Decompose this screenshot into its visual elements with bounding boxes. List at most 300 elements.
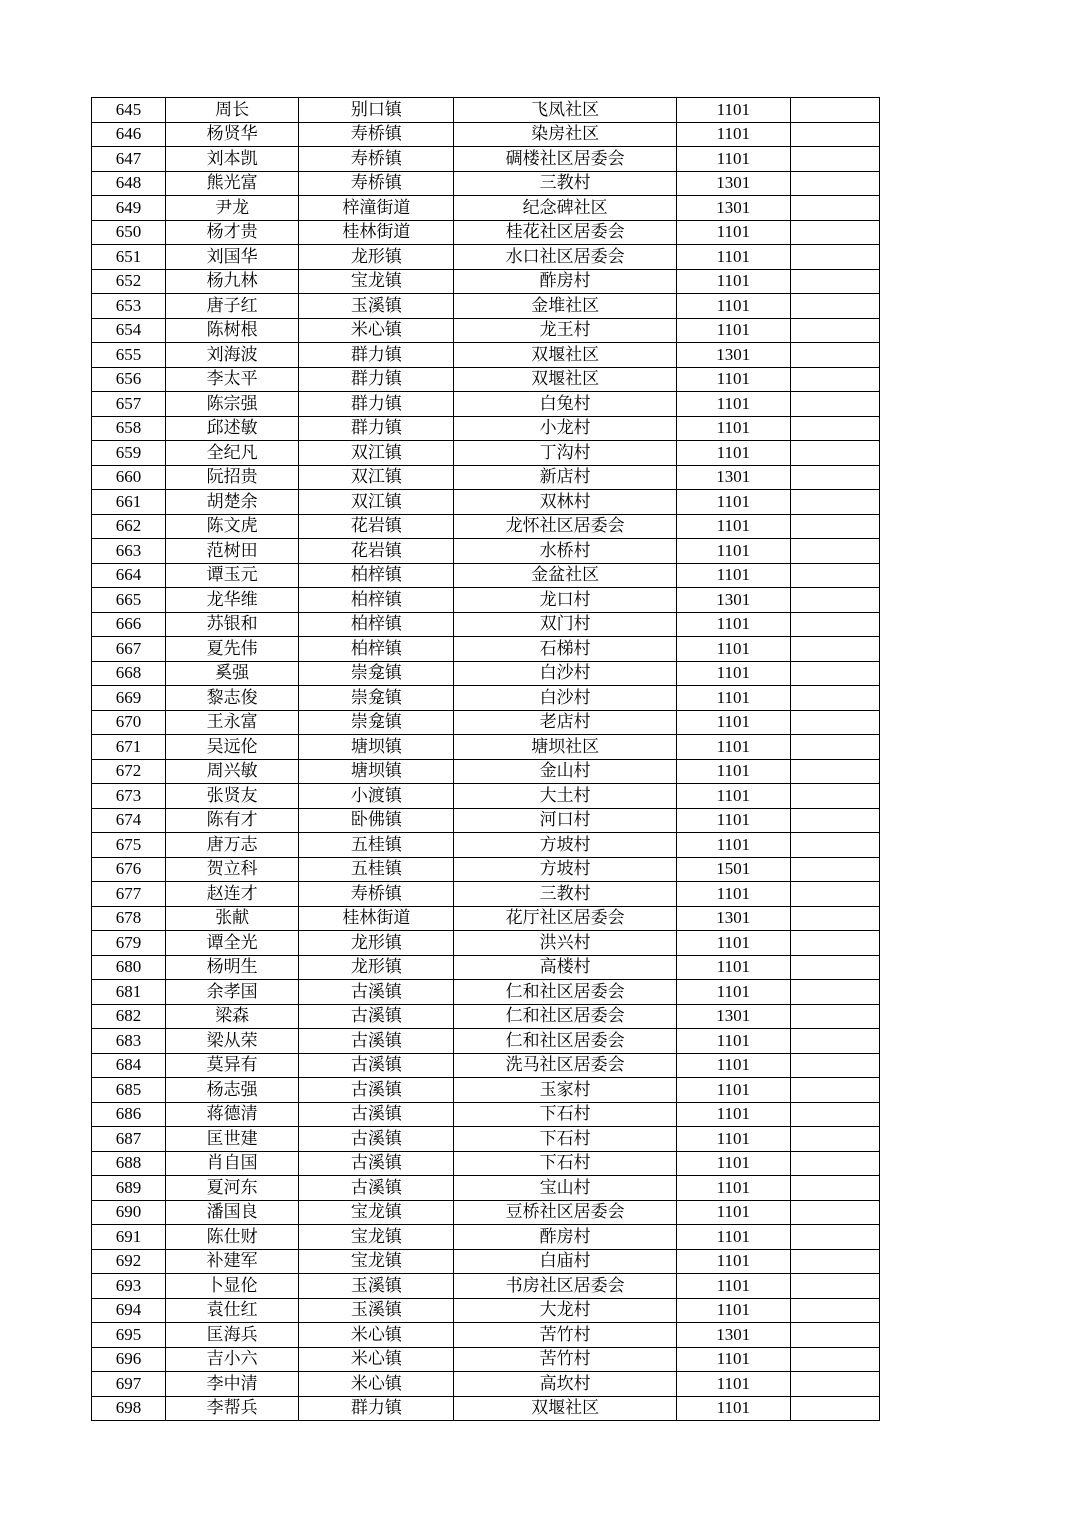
table-row (92, 686, 880, 711)
town-cell: 米心镇 (299, 1372, 454, 1397)
blank-cell (790, 588, 879, 613)
blank-cell (790, 122, 879, 147)
table-row (92, 1102, 880, 1127)
table-row (92, 441, 880, 466)
community-cell: 下石村 (454, 1102, 676, 1127)
town-cell: 别口镇 (299, 98, 454, 123)
town-cell: 玉溪镇 (299, 1298, 454, 1323)
row-number-cell: 655 (92, 343, 166, 368)
row-number-cell: 688 (92, 1151, 166, 1176)
blank-cell (790, 269, 879, 294)
town-cell: 崇龛镇 (299, 686, 454, 711)
row-number-cell: 649 (92, 196, 166, 221)
code-cell: 1301 (676, 906, 790, 931)
community-cell: 金盆社区 (454, 563, 676, 588)
community-cell: 仁和社区居委会 (454, 980, 676, 1005)
community-cell: 双门村 (454, 612, 676, 637)
community-cell: 双林村 (454, 490, 676, 515)
community-cell: 飞凤社区 (454, 98, 676, 123)
table-row (92, 1323, 880, 1348)
code-cell: 1101 (676, 1127, 790, 1152)
table-row (92, 1078, 880, 1103)
community-cell: 白兔村 (454, 392, 676, 417)
code-cell: 1101 (676, 808, 790, 833)
community-cell: 河口村 (454, 808, 676, 833)
code-cell: 1101 (676, 269, 790, 294)
row-number-cell: 687 (92, 1127, 166, 1152)
community-cell: 酢房村 (454, 1225, 676, 1250)
community-cell: 小龙村 (454, 416, 676, 441)
table-row (92, 318, 880, 343)
table-row (92, 367, 880, 392)
name-cell: 刘海波 (166, 343, 299, 368)
blank-cell (790, 1298, 879, 1323)
row-number-cell: 698 (92, 1396, 166, 1421)
code-cell: 1101 (676, 245, 790, 270)
name-cell: 蒋德清 (166, 1102, 299, 1127)
blank-cell (790, 1323, 879, 1348)
town-cell: 米心镇 (299, 1347, 454, 1372)
town-cell: 花岩镇 (299, 514, 454, 539)
blank-cell (790, 490, 879, 515)
town-cell: 柏梓镇 (299, 563, 454, 588)
town-cell: 米心镇 (299, 1323, 454, 1348)
code-cell: 1101 (676, 661, 790, 686)
row-number-cell: 694 (92, 1298, 166, 1323)
table-row (92, 833, 880, 858)
code-cell: 1101 (676, 1249, 790, 1274)
community-cell: 方坡村 (454, 857, 676, 882)
table-row (92, 588, 880, 613)
town-cell: 宝龙镇 (299, 269, 454, 294)
table-row (92, 661, 880, 686)
blank-cell (790, 392, 879, 417)
name-cell: 夏先伟 (166, 637, 299, 662)
row-number-cell: 669 (92, 686, 166, 711)
community-cell: 洪兴村 (454, 931, 676, 956)
blank-cell (790, 612, 879, 637)
row-number-cell: 674 (92, 808, 166, 833)
row-number-cell: 684 (92, 1053, 166, 1078)
records-table (91, 97, 880, 1421)
name-cell: 赵连才 (166, 882, 299, 907)
table-row (92, 808, 880, 833)
community-cell: 龙口村 (454, 588, 676, 613)
blank-cell (790, 784, 879, 809)
code-cell: 1101 (676, 1347, 790, 1372)
blank-cell (790, 294, 879, 319)
blank-cell (790, 808, 879, 833)
town-cell: 桂林街道 (299, 220, 454, 245)
town-cell: 小渡镇 (299, 784, 454, 809)
table-row (92, 147, 880, 172)
name-cell: 王永富 (166, 710, 299, 735)
code-cell: 1301 (676, 1004, 790, 1029)
town-cell: 五桂镇 (299, 857, 454, 882)
town-cell: 双江镇 (299, 465, 454, 490)
table-row (92, 1200, 880, 1225)
row-number-cell: 651 (92, 245, 166, 270)
name-cell: 杨志强 (166, 1078, 299, 1103)
community-cell: 金堆社区 (454, 294, 676, 319)
name-cell: 李中清 (166, 1372, 299, 1397)
blank-cell (790, 637, 879, 662)
blank-cell (790, 1127, 879, 1152)
blank-cell (790, 171, 879, 196)
row-number-cell: 662 (92, 514, 166, 539)
community-cell: 宝山村 (454, 1176, 676, 1201)
row-number-cell: 650 (92, 220, 166, 245)
blank-cell (790, 1347, 879, 1372)
name-cell: 李帮兵 (166, 1396, 299, 1421)
name-cell: 杨才贵 (166, 220, 299, 245)
table-row (92, 196, 880, 221)
town-cell: 米心镇 (299, 318, 454, 343)
name-cell: 张献 (166, 906, 299, 931)
table-row (92, 294, 880, 319)
table-row (92, 98, 880, 123)
table-row (92, 1274, 880, 1299)
blank-cell (790, 1053, 879, 1078)
code-cell: 1301 (676, 465, 790, 490)
name-cell: 刘国华 (166, 245, 299, 270)
blank-cell (790, 416, 879, 441)
code-cell: 1101 (676, 1053, 790, 1078)
blank-cell (790, 1249, 879, 1274)
blank-cell (790, 1225, 879, 1250)
code-cell: 1301 (676, 171, 790, 196)
table-row (92, 465, 880, 490)
table-row (92, 784, 880, 809)
row-number-cell: 672 (92, 759, 166, 784)
code-cell: 1101 (676, 833, 790, 858)
community-cell: 苦竹村 (454, 1323, 676, 1348)
name-cell: 杨明生 (166, 955, 299, 980)
code-cell: 1101 (676, 1029, 790, 1054)
town-cell: 龙形镇 (299, 931, 454, 956)
community-cell: 高楼村 (454, 955, 676, 980)
blank-cell (790, 759, 879, 784)
community-cell: 丁沟村 (454, 441, 676, 466)
code-cell: 1101 (676, 98, 790, 123)
code-cell: 1101 (676, 220, 790, 245)
code-cell: 1101 (676, 1372, 790, 1397)
blank-cell (790, 220, 879, 245)
blank-cell (790, 1176, 879, 1201)
row-number-cell: 697 (92, 1372, 166, 1397)
table-row (92, 612, 880, 637)
town-cell: 古溪镇 (299, 980, 454, 1005)
name-cell: 周长 (166, 98, 299, 123)
community-cell: 白沙村 (454, 686, 676, 711)
name-cell: 贺立科 (166, 857, 299, 882)
town-cell: 古溪镇 (299, 1102, 454, 1127)
table-row (92, 710, 880, 735)
name-cell: 杨贤华 (166, 122, 299, 147)
row-number-cell: 692 (92, 1249, 166, 1274)
town-cell: 梓潼街道 (299, 196, 454, 221)
community-cell: 三教村 (454, 882, 676, 907)
code-cell: 1101 (676, 955, 790, 980)
community-cell: 苦竹村 (454, 1347, 676, 1372)
community-cell: 大龙村 (454, 1298, 676, 1323)
blank-cell (790, 661, 879, 686)
blank-cell (790, 931, 879, 956)
row-number-cell: 665 (92, 588, 166, 613)
town-cell: 双江镇 (299, 441, 454, 466)
name-cell: 卜显伦 (166, 1274, 299, 1299)
town-cell: 寿桥镇 (299, 171, 454, 196)
name-cell: 张贤友 (166, 784, 299, 809)
blank-cell (790, 441, 879, 466)
table-row (92, 1176, 880, 1201)
name-cell: 陈宗强 (166, 392, 299, 417)
row-number-cell: 654 (92, 318, 166, 343)
name-cell: 梁从荣 (166, 1029, 299, 1054)
town-cell: 龙形镇 (299, 245, 454, 270)
table-row (92, 980, 880, 1005)
town-cell: 群力镇 (299, 343, 454, 368)
row-number-cell: 646 (92, 122, 166, 147)
name-cell: 阮招贵 (166, 465, 299, 490)
community-cell: 白庙村 (454, 1249, 676, 1274)
table-row (92, 931, 880, 956)
row-number-cell: 670 (92, 710, 166, 735)
table-row (92, 955, 880, 980)
blank-cell (790, 465, 879, 490)
row-number-cell: 647 (92, 147, 166, 172)
code-cell: 1101 (676, 392, 790, 417)
row-number-cell: 689 (92, 1176, 166, 1201)
row-number-cell: 656 (92, 367, 166, 392)
town-cell: 群力镇 (299, 416, 454, 441)
table-row (92, 343, 880, 368)
blank-cell (790, 857, 879, 882)
table-row (92, 220, 880, 245)
name-cell: 吴远伦 (166, 735, 299, 760)
community-cell: 洗马社区居委会 (454, 1053, 676, 1078)
row-number-cell: 664 (92, 563, 166, 588)
table-row (92, 1396, 880, 1421)
town-cell: 玉溪镇 (299, 1274, 454, 1299)
table-row (92, 514, 880, 539)
code-cell: 1101 (676, 1151, 790, 1176)
town-cell: 崇龛镇 (299, 710, 454, 735)
table-row (92, 416, 880, 441)
blank-cell (790, 367, 879, 392)
town-cell: 塘坝镇 (299, 759, 454, 784)
name-cell: 尹龙 (166, 196, 299, 221)
name-cell: 谭全光 (166, 931, 299, 956)
name-cell: 肖自国 (166, 1151, 299, 1176)
name-cell: 吉小六 (166, 1347, 299, 1372)
table-row (92, 490, 880, 515)
town-cell: 古溪镇 (299, 1004, 454, 1029)
name-cell: 范树田 (166, 539, 299, 564)
code-cell: 1301 (676, 343, 790, 368)
code-cell: 1301 (676, 588, 790, 613)
row-number-cell: 690 (92, 1200, 166, 1225)
name-cell: 苏银和 (166, 612, 299, 637)
town-cell: 卧佛镇 (299, 808, 454, 833)
community-cell: 水桥村 (454, 539, 676, 564)
table-row (92, 1372, 880, 1397)
row-number-cell: 676 (92, 857, 166, 882)
blank-cell (790, 906, 879, 931)
blank-cell (790, 147, 879, 172)
community-cell: 龙怀社区居委会 (454, 514, 676, 539)
row-number-cell: 658 (92, 416, 166, 441)
code-cell: 1101 (676, 294, 790, 319)
community-cell: 金山村 (454, 759, 676, 784)
blank-cell (790, 686, 879, 711)
name-cell: 唐子红 (166, 294, 299, 319)
code-cell: 1101 (676, 612, 790, 637)
blank-cell (790, 318, 879, 343)
community-cell: 塘坝社区 (454, 735, 676, 760)
community-cell: 碉楼社区居委会 (454, 147, 676, 172)
name-cell: 刘本凯 (166, 147, 299, 172)
blank-cell (790, 1274, 879, 1299)
blank-cell (790, 196, 879, 221)
table-row (92, 1053, 880, 1078)
code-cell: 1101 (676, 147, 790, 172)
name-cell: 莫异有 (166, 1053, 299, 1078)
town-cell: 古溪镇 (299, 1151, 454, 1176)
name-cell: 周兴敏 (166, 759, 299, 784)
table-row (92, 1029, 880, 1054)
table-row (92, 269, 880, 294)
name-cell: 唐万志 (166, 833, 299, 858)
code-cell: 1101 (676, 490, 790, 515)
code-cell: 1101 (676, 1396, 790, 1421)
name-cell: 杨九林 (166, 269, 299, 294)
row-number-cell: 653 (92, 294, 166, 319)
town-cell: 寿桥镇 (299, 122, 454, 147)
table-row (92, 245, 880, 270)
name-cell: 龙华维 (166, 588, 299, 613)
blank-cell (790, 1029, 879, 1054)
code-cell: 1101 (676, 931, 790, 956)
code-cell: 1101 (676, 882, 790, 907)
code-cell: 1101 (676, 759, 790, 784)
blank-cell (790, 514, 879, 539)
code-cell: 1101 (676, 367, 790, 392)
row-number-cell: 661 (92, 490, 166, 515)
town-cell: 群力镇 (299, 392, 454, 417)
town-cell: 崇龛镇 (299, 661, 454, 686)
blank-cell (790, 245, 879, 270)
community-cell: 仁和社区居委会 (454, 1029, 676, 1054)
town-cell: 宝龙镇 (299, 1225, 454, 1250)
community-cell: 书房社区居委会 (454, 1274, 676, 1299)
blank-cell (790, 1102, 879, 1127)
name-cell: 陈树根 (166, 318, 299, 343)
town-cell: 玉溪镇 (299, 294, 454, 319)
table-row (92, 1298, 880, 1323)
table-row (92, 857, 880, 882)
blank-cell (790, 343, 879, 368)
community-cell: 龙王村 (454, 318, 676, 343)
row-number-cell: 686 (92, 1102, 166, 1127)
table-row (92, 1004, 880, 1029)
community-cell: 水口社区居委会 (454, 245, 676, 270)
blank-cell (790, 1372, 879, 1397)
community-cell: 下石村 (454, 1151, 676, 1176)
table-row (92, 735, 880, 760)
town-cell: 古溪镇 (299, 1176, 454, 1201)
code-cell: 1501 (676, 857, 790, 882)
code-cell: 1101 (676, 1200, 790, 1225)
table-row (92, 122, 880, 147)
code-cell: 1101 (676, 318, 790, 343)
name-cell: 奚强 (166, 661, 299, 686)
blank-cell (790, 980, 879, 1005)
blank-cell (790, 955, 879, 980)
town-cell: 柏梓镇 (299, 637, 454, 662)
community-cell: 老店村 (454, 710, 676, 735)
code-cell: 1101 (676, 1078, 790, 1103)
blank-cell (790, 735, 879, 760)
town-cell: 宝龙镇 (299, 1200, 454, 1225)
name-cell: 全纪凡 (166, 441, 299, 466)
name-cell: 补建军 (166, 1249, 299, 1274)
town-cell: 花岩镇 (299, 539, 454, 564)
row-number-cell: 659 (92, 441, 166, 466)
town-cell: 古溪镇 (299, 1029, 454, 1054)
community-cell: 下石村 (454, 1127, 676, 1152)
row-number-cell: 648 (92, 171, 166, 196)
town-cell: 桂林街道 (299, 906, 454, 931)
name-cell: 匡海兵 (166, 1323, 299, 1348)
community-cell: 染房社区 (454, 122, 676, 147)
row-number-cell: 696 (92, 1347, 166, 1372)
row-number-cell: 681 (92, 980, 166, 1005)
blank-cell (790, 882, 879, 907)
community-cell: 大土村 (454, 784, 676, 809)
name-cell: 袁仕红 (166, 1298, 299, 1323)
code-cell: 1101 (676, 784, 790, 809)
row-number-cell: 682 (92, 1004, 166, 1029)
community-cell: 三教村 (454, 171, 676, 196)
blank-cell (790, 563, 879, 588)
row-number-cell: 673 (92, 784, 166, 809)
row-number-cell: 679 (92, 931, 166, 956)
code-cell: 1101 (676, 1176, 790, 1201)
blank-cell (790, 1004, 879, 1029)
row-number-cell: 666 (92, 612, 166, 637)
community-cell: 高坎村 (454, 1372, 676, 1397)
code-cell: 1101 (676, 637, 790, 662)
row-number-cell: 680 (92, 955, 166, 980)
community-cell: 双堰社区 (454, 1396, 676, 1421)
community-cell: 方坡村 (454, 833, 676, 858)
community-cell: 花厅社区居委会 (454, 906, 676, 931)
name-cell: 李太平 (166, 367, 299, 392)
table-row (92, 1249, 880, 1274)
town-cell: 群力镇 (299, 367, 454, 392)
code-cell: 1101 (676, 980, 790, 1005)
name-cell: 梁森 (166, 1004, 299, 1029)
town-cell: 古溪镇 (299, 1053, 454, 1078)
community-cell: 石梯村 (454, 637, 676, 662)
community-cell: 玉家村 (454, 1078, 676, 1103)
code-cell: 1101 (676, 1298, 790, 1323)
row-number-cell: 695 (92, 1323, 166, 1348)
code-cell: 1101 (676, 539, 790, 564)
row-number-cell: 668 (92, 661, 166, 686)
blank-cell (790, 1200, 879, 1225)
